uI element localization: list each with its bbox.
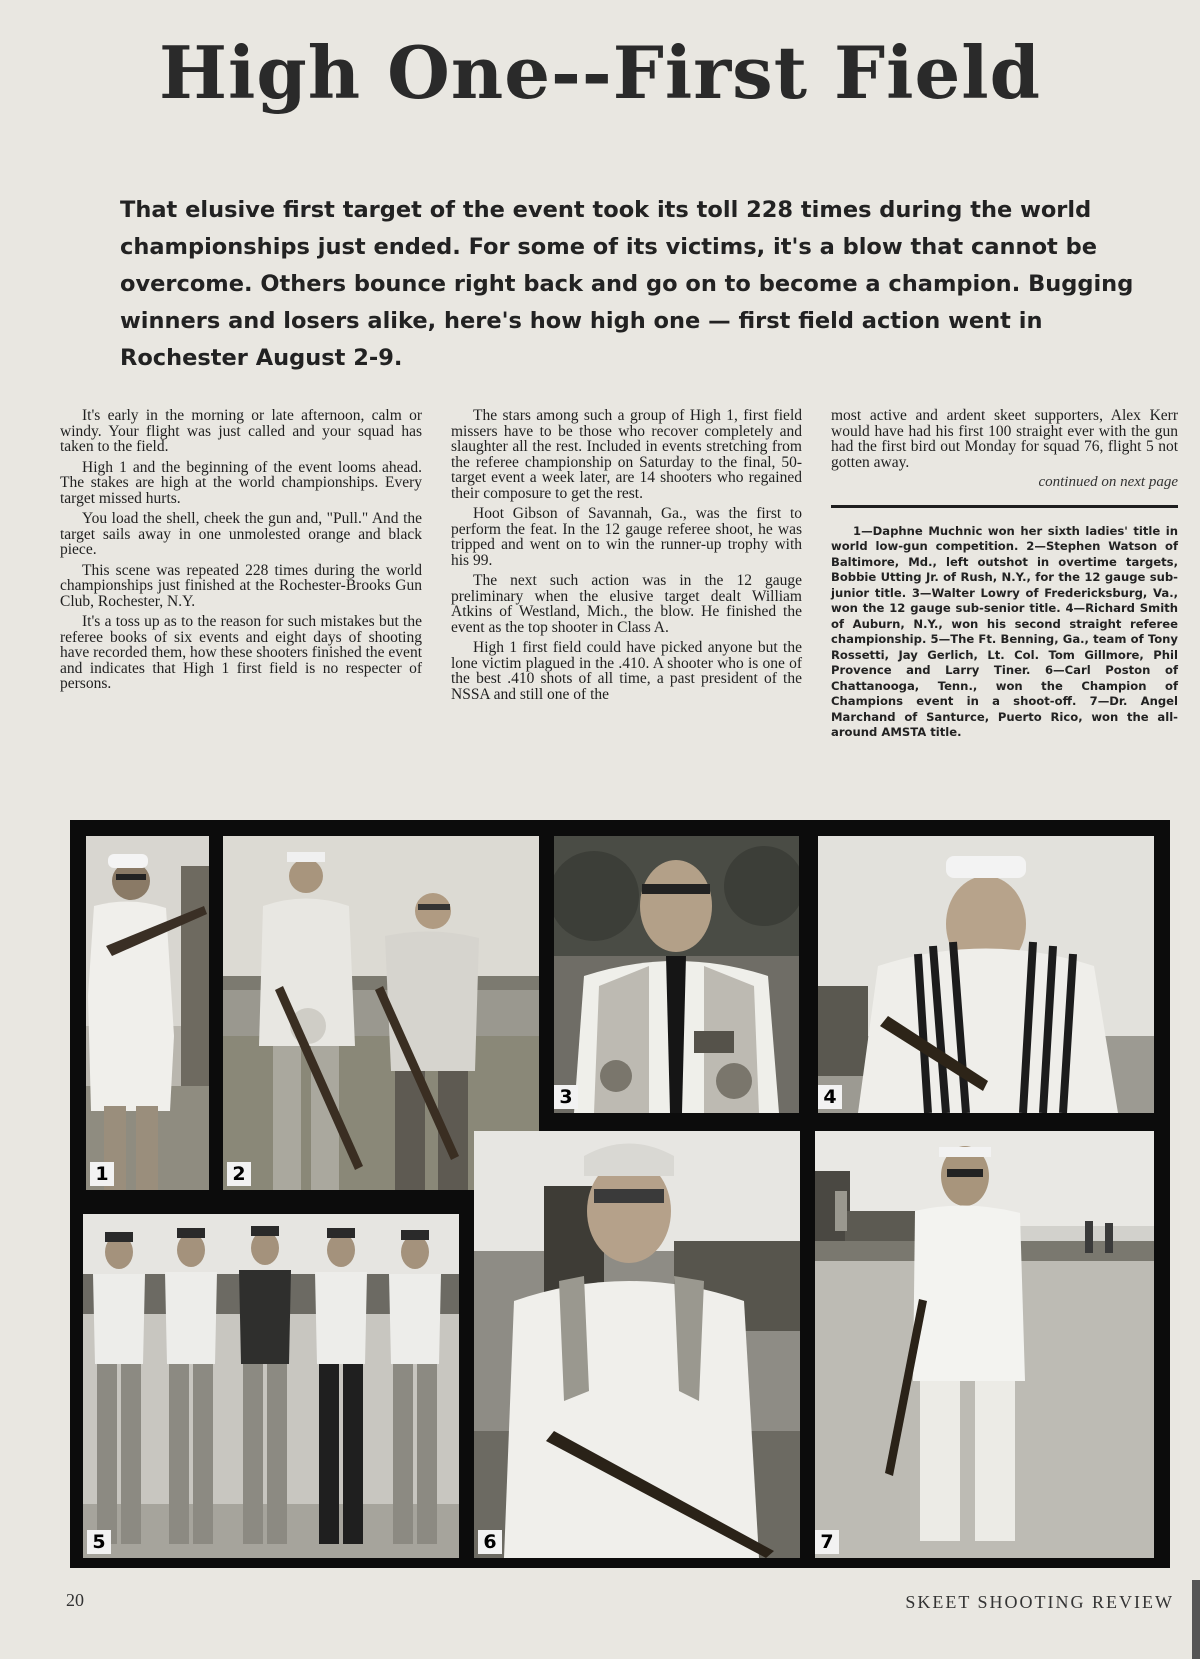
photo-5 <box>83 1214 459 1558</box>
page-number: 20 <box>66 1590 84 1610</box>
photo-number: 5 <box>87 1530 111 1554</box>
photo-3 <box>554 836 799 1113</box>
photo-number: 1 <box>90 1162 114 1186</box>
photo-number: 4 <box>818 1085 842 1109</box>
photo-4 <box>818 836 1154 1113</box>
photo-number: 7 <box>815 1530 839 1554</box>
photo-collage <box>70 820 1170 1568</box>
paragraph: High 1 first field could have picked anyone but the lone victim plagued in the .410. A shooter who is one of the best .410 shots of all time, a past president of the NSSA and still one of the <box>451 639 802 703</box>
photo-captions: 1—Daphne Muchnic won her sixth ladies' title in world low-gun competition. 2—Stephen Watson of Baltimore, Md., left outshot in overtime targets, Bobbie Utting Jr. of Rush, N.Y., for the 12 gauge sub-junior title. 3—Walter Lowry of Fredericksburg, Va., won the 12 gauge sub-senior title. 4—Richard Smith of Auburn, N.Y., won his second straight referee championship. 5—The Ft. Benning, Ga., team of Tony Rossetti, Jay Gerlich, Lt. Col. Tom Gillmore, Phil Provence and Larry Tiner. 6—Carl Poston of Chattanooga, Tenn., won the Champion of Champions event in a shoot-off. 7—Dr. Angel Marchand of Santurce, Puerto Rico, won the all-around AMSTA title. <box>831 523 1178 739</box>
photo-7 <box>815 1131 1154 1558</box>
paragraph: The next such action was in the 12 gauge preliminary when the elusive target dealt William Atkins of Westland, Mich., the blow. He finished the event as the top shooter in Class A. <box>451 572 802 636</box>
paragraph: It's early in the morning or late afternoon, calm or windy. Your flight was just called and your squad has taken to the field. <box>60 407 422 455</box>
article-column-3 <box>831 408 1178 746</box>
deck-intro: That elusive first target of the event took its toll 228 times during the world championships just ended. For some of its victims, it's a blow that cannot be overcome. Others bounce right back and go on to become a champion. Bugging winners and losers alike, here's how high one — first field action went in Rochester August 2-9. <box>120 197 1134 371</box>
paragraph: Hoot Gibson of Savannah, Ga., was the first to perform the feat. In the 12 gauge referee shoot, he was tripped and went on to win the runner-up trophy with his 99. <box>451 505 802 569</box>
paragraph: This scene was repeated 228 times during the world championships just finished at the Rochester-Brooks Gun Club, Rochester, N.Y. <box>60 561 422 610</box>
headline: High One--First Field <box>158 30 1041 115</box>
paragraph: The stars among such a group of High 1, first field missers have to be those who recover completely and slaughter all the rest. Included in events stretching from the referee championship on Saturday to the final, 50-target event a week later, are 14 shooters who regained their composure to get the rest. <box>451 407 802 502</box>
article-column-2 <box>451 408 802 707</box>
photo-number: 2 <box>227 1162 251 1186</box>
photo-number: 3 <box>554 1085 578 1109</box>
photo-1 <box>86 836 209 1190</box>
magazine-name: SKEET SHOOTING REVIEW <box>905 1592 1174 1612</box>
page-edge <box>1192 1580 1200 1659</box>
photo-number: 6 <box>478 1530 502 1554</box>
photo-6 <box>474 1131 800 1558</box>
paragraph: High 1 and the beginning of the event looms ahead. The stakes are high at the world championships. Every target missed hurts. <box>60 458 422 507</box>
divider <box>831 505 1178 508</box>
paragraph: It's a toss up as to the reason for such mistakes but the referee books of six events and eight days of shooting have recorded them, how these shooters finished the event and indicates that High 1 first field is no respecter of persons. <box>60 613 422 692</box>
paragraph: most active and ardent skeet supporters, Alex Kerr would have had his first 100 straight ever with the gun had the first bird out Monday for squad 76, flight 5 not gotten away. <box>831 407 1178 471</box>
paragraph: You load the shell, cheek the gun and, "Pull." And the target sails away in one unmolested orange and black piece. <box>60 510 422 558</box>
continued-note: continued on next page <box>1038 474 1178 490</box>
article-column-1 <box>60 408 422 697</box>
